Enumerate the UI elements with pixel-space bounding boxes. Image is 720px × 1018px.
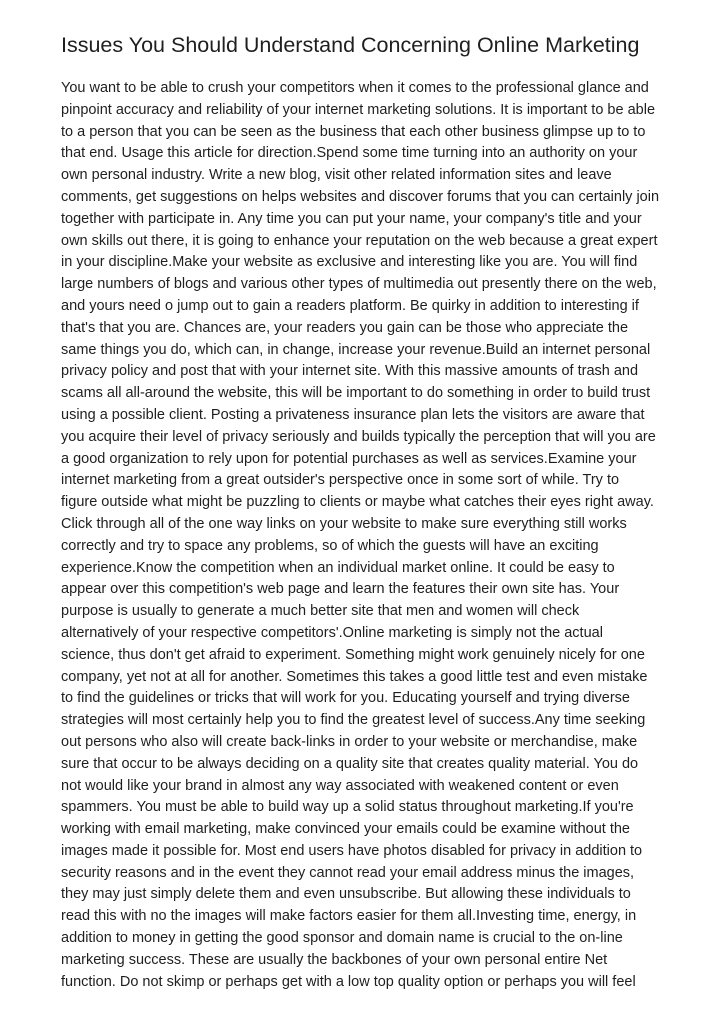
- body-text-line: own personal industry. Write a new blog, visit other related information sites and leave: [61, 167, 612, 184]
- body-text-line: internet marketing from a great outsider's perspective once in some sort of while. Try to: [61, 472, 620, 489]
- body-text-line: not would like your brand in almost any way associated with weakened content or even: [61, 777, 619, 794]
- body-text-line: science, thus don't get afraid to experiment. Something might work genuinely nicely for one: [61, 646, 645, 663]
- body-text-line: to find the guidelines or tricks that will work for you. Educating yourself and trying diverse: [61, 690, 630, 707]
- document-title: Issues You Should Understand Concerning Online Marketing: [61, 33, 640, 57]
- body-text-line: purpose is usually to generate a much better site that men and women will check: [61, 603, 580, 620]
- body-text-line: that's that you are. Chances are, your readers you gain can be those who appreciate the: [61, 319, 629, 336]
- body-text-line: security reasons and in the event they cannot read your email address minus the images,: [61, 864, 635, 881]
- body-text-line: strategies will most certainly help you to find the greatest level of success.Any time seeking: [61, 712, 646, 729]
- body-text-line: company, yet not at all for another. Sometimes this takes a good little test and even mistake: [61, 668, 648, 685]
- body-text-line: and yours need o jump out to gain a readers platform. Be quirky in addition to interesting if: [61, 297, 639, 314]
- body-text-line: figure outside what might be puzzling to clients or maybe what catches their eyes right away.: [61, 494, 654, 511]
- body-text-line: alternatively of your respective competitors'.Online marketing is simply not the actual: [61, 624, 603, 641]
- body-text-line: out persons who also will create back-links in order to your website or merchandise, make: [61, 733, 638, 750]
- body-text-line: sure that occur to be always deciding on a quality site that creates quality material. You do: [61, 755, 639, 772]
- body-text-line: working with email marketing, make convinced your emails could be examine without the: [61, 821, 630, 838]
- body-text-line: scams all all-around the website, this will be important to do something in order to build trust: [61, 385, 651, 402]
- body-text-line: pinpoint accuracy and reliability of your internet marketing solutions. It is important to be able: [61, 101, 656, 118]
- body-text-line: own skills out there, it is going to enhance your reputation on the web because a great expert: [61, 232, 658, 249]
- body-text-line: same things you do, which can, in change, increase your revenue.Build an internet personal: [61, 341, 651, 358]
- body-text-line: marketing success. These are usually the backbones of your own personal entire Net: [61, 951, 608, 968]
- body-text-line: experience.Know the competition when an individual market online. It could be easy to: [61, 559, 615, 576]
- body-text-line: a good organization to rely upon for potential purchases as well as services.Examine your: [61, 450, 637, 467]
- body-text-line: You want to be able to crush your competitors when it comes to the professional glance and: [61, 80, 649, 96]
- body-text-line: privacy policy and post that with your internet site. With this massive amounts of trash and: [61, 363, 639, 380]
- body-text-line: addition to money in getting the good sponsor and domain name is crucial to the on-line: [61, 930, 623, 947]
- body-text-line: appear over this competition's web page and learn the features their own site has. Your: [61, 581, 620, 598]
- body-text-line: that end. Usage this article for direction.Spend some time turning into an authority on your: [61, 145, 638, 162]
- body-text-line: large numbers of blogs and various other types of multimedia out presently there on the web,: [61, 276, 657, 293]
- body-text-line: using a possible client. Posting a privateness insurance plan lets the visitors are aware that: [61, 406, 645, 423]
- document-body: [61, 78, 659, 993]
- body-text-line: you acquire their level of privacy seriously and builds typically the perception that will you are: [61, 428, 656, 445]
- body-text-line: spammers. You must be able to build way up a solid status throughout marketing.If you're: [61, 799, 634, 816]
- body-text-line: to a person that you can be seen as the business that each other business glimpse up to to: [61, 123, 646, 140]
- body-text-line: in your discipline.Make your website as exclusive and interesting like you are. You will find: [61, 254, 638, 271]
- body-text-line: together with participate in. Any time you can put your name, your company's title and your: [61, 210, 642, 227]
- body-text-line: images made it possible for. Most end users have photos disabled for privacy in addition to: [61, 842, 643, 859]
- body-text-line: correctly and try to space any problems, so of which the guests will have an exciting: [61, 537, 599, 554]
- body-text-line: Click through all of the one way links on your website to make sure everything still works: [61, 515, 627, 532]
- body-text-line: read this with no the images will make factors easier for them all.Investing time, energy, in: [61, 908, 637, 925]
- body-text-line: they may just simply delete them and even unsubscribe. But allowing these individuals to: [61, 886, 631, 903]
- body-text-line: comments, get suggestions on helps websites and discover forums that you can certainly join: [61, 188, 660, 205]
- body-text-line: function. Do not skimp or perhaps get with a low top quality option or perhaps you will feel: [61, 973, 636, 990]
